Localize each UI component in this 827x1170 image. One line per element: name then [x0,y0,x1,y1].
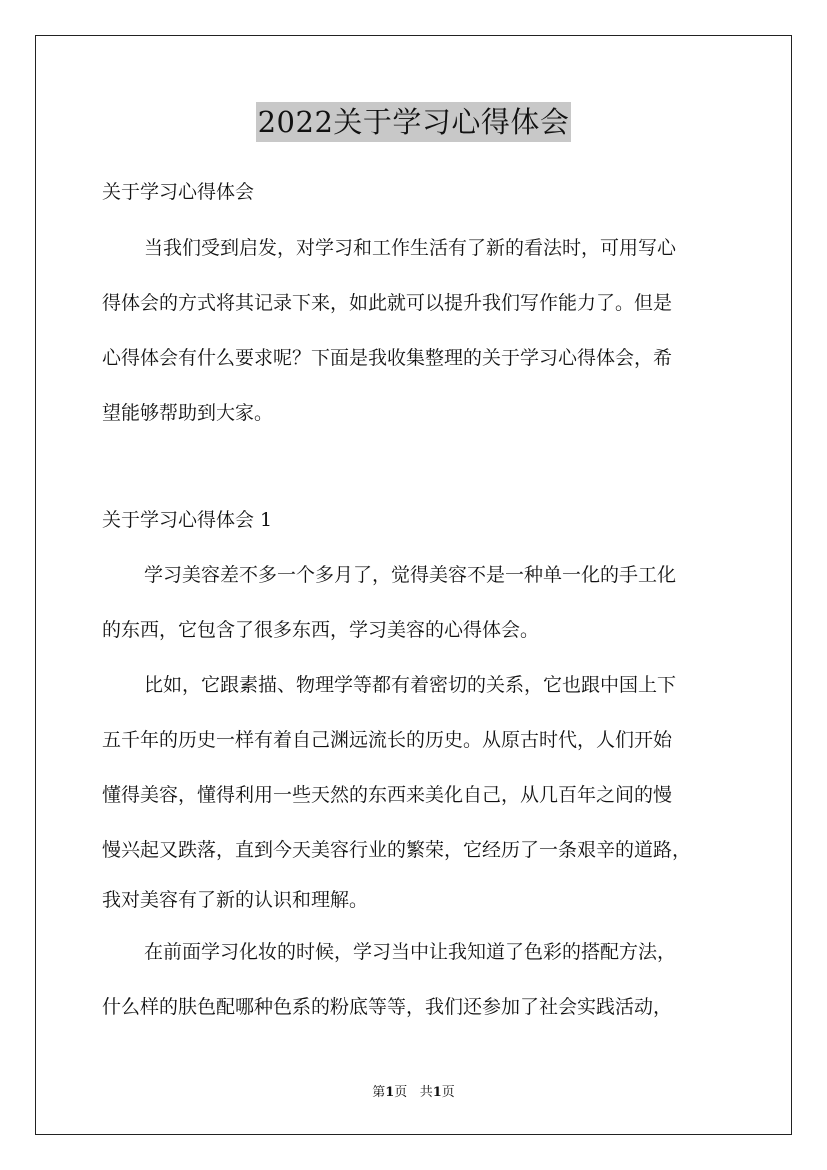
section1-para1-line: 的东西，它包含了很多东西，学习美容的心得体会。 [102,619,540,641]
intro-heading: 关于学习心得体会 [102,181,255,203]
section1-para3-line: 什么样的肤色配哪种色系的粉底等等，我们还参加了社会实践活动， [102,996,673,1018]
section1-para3-line: 在前面学习化妆的时候，学习当中让我知道了色彩的搭配方法， [144,941,677,963]
page-label-prefix: 第 [372,1085,386,1100]
total-label-suffix: 页 [441,1085,455,1100]
title-container [0,102,827,142]
section1-heading: 关于学习心得体会 1 [102,509,273,531]
total-pages: 1 [432,1085,442,1100]
page-footer [0,1083,827,1103]
intro-line: 得体会的方式将其记录下来，如此就可以提升我们写作能力了。但是 [102,292,673,314]
document-title: 2022关于学习心得体会 [256,102,572,142]
section1-para2-line: 五千年的历史一样有着自己渊远流长的历史。从原古时代，人们开始 [102,729,673,751]
section1-para2-line: 慢兴起又跌落，直到今天美容行业的繁荣，它经历了一条艰辛的道路， [102,839,692,861]
total-label-prefix: 共 [419,1085,433,1100]
section1-para2-line: 我对美容有了新的认识和理解。 [102,889,369,911]
intro-line: 当我们受到启发，对学习和工作生活有了新的看法时，可用写心 [144,237,677,259]
page-number: 1 [385,1085,395,1100]
intro-line: 望能够帮助到大家。 [102,402,274,424]
section1-para1-line: 学习美容差不多一个多月了，觉得美容不是一种单一化的手工化 [144,564,677,586]
section1-para2-line: 比如，它跟素描、物理学等都有着密切的关系，它也跟中国上下 [144,674,677,696]
section1-para2-line: 懂得美容，懂得利用一些天然的东西来美化自己，从几百年之间的慢 [102,784,673,806]
intro-line: 心得体会有什么要求呢？下面是我收集整理的关于学习心得体会，希 [102,347,673,369]
page-label-suffix: 页 [394,1085,408,1100]
